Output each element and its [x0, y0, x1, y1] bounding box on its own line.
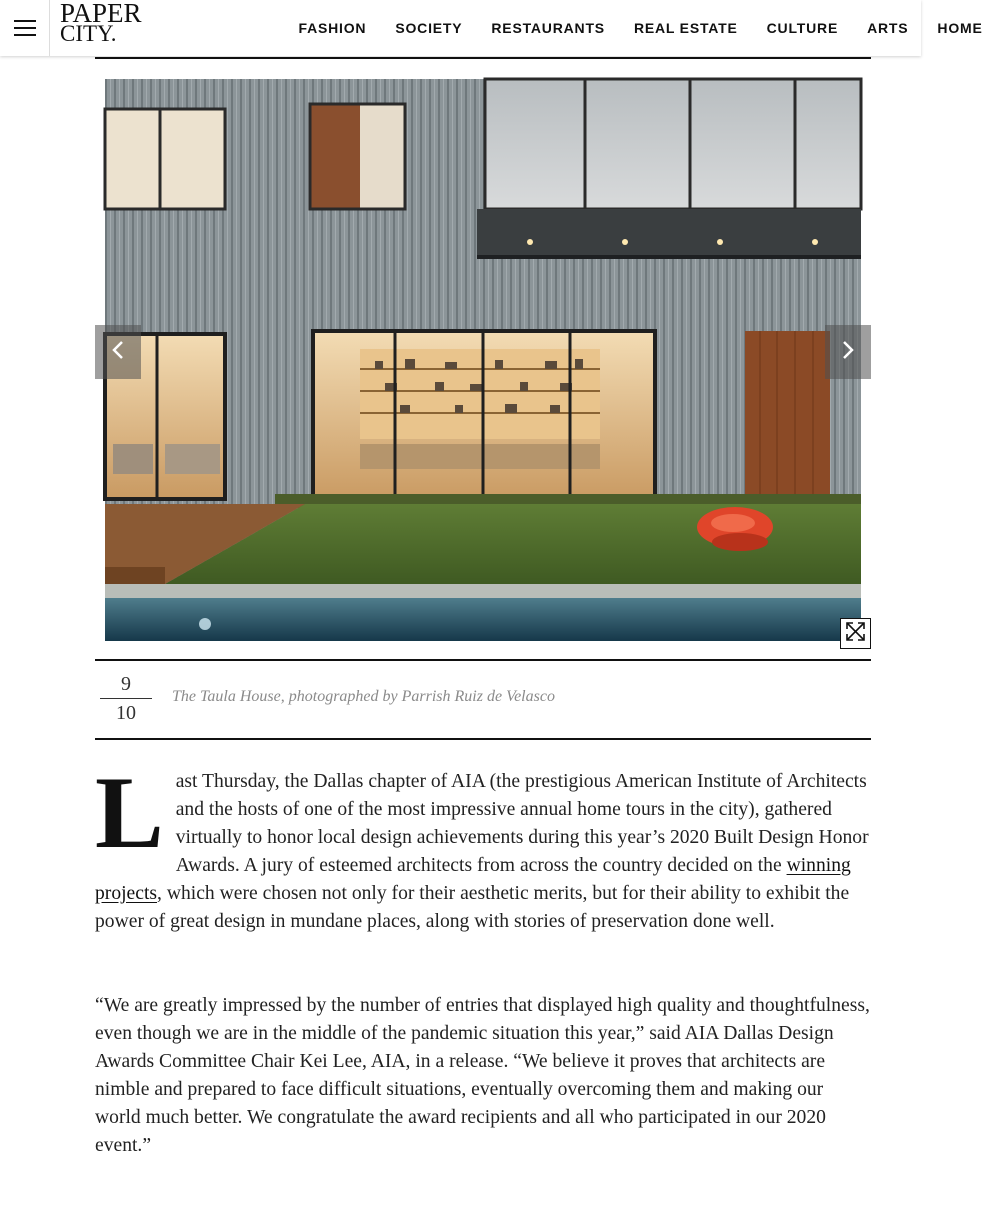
nav-item-restaurants[interactable]: RESTAURANTS: [491, 20, 605, 36]
slide-current: 9: [121, 673, 131, 695]
slide-total: 10: [116, 702, 136, 724]
paragraph-1-text-b: , which were chosen not only for their aesthetic merits, but for their ability to exhibit the power of great design in mundane places, along with stories of preservation done well.: [95, 883, 850, 932]
paragraph-1-text-a: ast Thursday, the Dallas chapter of AIA (the prestigious American Institute of Architects and the hosts of one of the most impressive annual home tours in the city), gathered virtually to honor local design achievements during this year’s 2020 Built Design Honor Awards. A jury of esteemed architects from across the country decided on the: [175, 771, 869, 876]
slide-counter: [100, 671, 152, 726]
logo-line-1: PAPER: [60, 0, 142, 28]
gallery-expand-button[interactable]: [840, 618, 871, 649]
caption-bottom-rule: [95, 738, 871, 740]
article-paragraph-2: “We are greatly impressed by the number of entries that displayed high quality and thoughtfulness, even though we are in the middle of the pandemic situation this year,” said AIA Dallas Design Awards Committee Chair Kei Lee, AIA, in a release. “We believe it proves that architects are nimble and prepared to face difficult situations, eventually overcoming them and making our world much better. We congratulate the award recipients and all who participated in our 2020 event.”: [95, 995, 870, 1156]
nav-item-home[interactable]: HOME: [937, 20, 983, 36]
drop-cap: L: [95, 756, 164, 870]
article-body: [95, 756, 871, 1160]
site-header: [0, 0, 983, 56]
gallery-next-button[interactable]: [825, 325, 871, 379]
hamburger-menu-icon: [14, 20, 36, 36]
nav-item-society[interactable]: SOCIETY: [395, 20, 463, 36]
main-nav: [284, 0, 997, 56]
papercity-logo[interactable]: [60, 0, 170, 49]
article-paragraph-1: [95, 756, 871, 968]
nav-item-arts[interactable]: ARTS: [867, 20, 909, 36]
gallery-photo[interactable]: [105, 79, 861, 641]
logo-line-2: CITY.: [60, 21, 117, 46]
photo-gallery: [95, 59, 871, 659]
winning-projects-link[interactable]: winning projects: [95, 855, 851, 904]
expand-icon: [845, 621, 866, 647]
chevron-right-icon: [841, 340, 855, 365]
caption-top-rule: [95, 659, 871, 661]
nav-item-real-estate[interactable]: REAL ESTATE: [633, 20, 738, 36]
photo-caption: The Taula House, photographed by Parrish Ruiz de Velasco: [172, 688, 555, 705]
nav-item-fashion[interactable]: FASHION: [298, 20, 367, 36]
gallery-prev-button[interactable]: [95, 325, 141, 379]
hamburger-menu-button[interactable]: [0, 0, 50, 56]
chevron-left-icon: [111, 340, 125, 365]
nav-item-culture[interactable]: CULTURE: [766, 20, 839, 36]
